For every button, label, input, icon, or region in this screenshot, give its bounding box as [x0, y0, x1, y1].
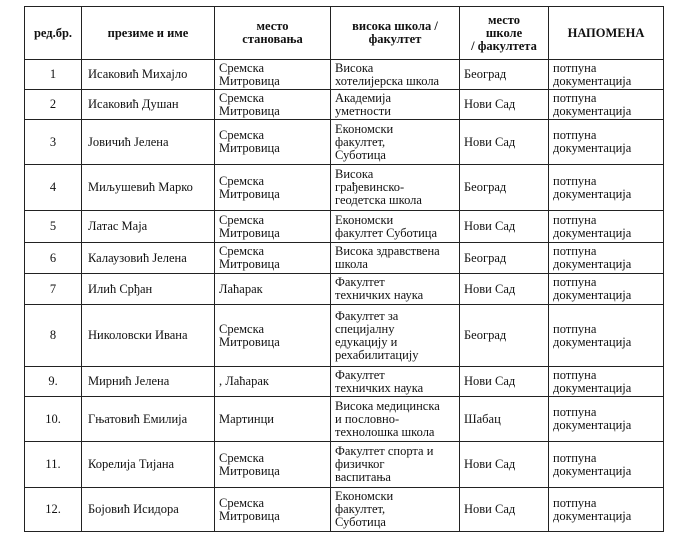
cell-name: Бојовић Исидора: [82, 488, 215, 532]
cell-note: потпуна документација: [549, 397, 664, 442]
table-row: [25, 243, 664, 274]
cell-school: Факултет техничких наука: [331, 367, 460, 397]
cell-name: Мирнић Јелена: [82, 367, 215, 397]
table-row: [25, 397, 664, 442]
cell-residence: Сремска Митровица: [215, 488, 331, 532]
cell-residence: , Лаћарак: [215, 367, 331, 397]
table-row: [25, 120, 664, 165]
cell-residence: Мартинци: [215, 397, 331, 442]
cell-residence: Сремска Митровица: [215, 90, 331, 120]
cell-name: Исаковић Михајло: [82, 60, 215, 90]
cell-school-place: Београд: [460, 60, 549, 90]
cell-name: Калаузовић Јелена: [82, 243, 215, 274]
header-school: висока школа / факултет: [331, 7, 460, 60]
cell-school-place: Нови Сад: [460, 90, 549, 120]
header-note: НАПОМЕНА: [549, 7, 664, 60]
cell-num: 6: [25, 243, 82, 274]
cell-note: потпуна документација: [549, 305, 664, 367]
header-name: презиме и име: [82, 7, 215, 60]
cell-note: потпуна документација: [549, 442, 664, 488]
cell-note: потпуна документација: [549, 120, 664, 165]
cell-note: потпуна документација: [549, 243, 664, 274]
cell-note: потпуна документација: [549, 367, 664, 397]
cell-num: 5: [25, 211, 82, 243]
cell-note: потпуна документација: [549, 90, 664, 120]
cell-note: потпуна документација: [549, 60, 664, 90]
cell-school: Факултет техничких наука: [331, 274, 460, 305]
cell-note: потпуна документација: [549, 488, 664, 532]
cell-residence: Сремска Митровица: [215, 305, 331, 367]
cell-num: 3: [25, 120, 82, 165]
student-table: [24, 6, 664, 532]
table-row: [25, 367, 664, 397]
cell-residence: Сремска Митровица: [215, 120, 331, 165]
cell-school-place: Нови Сад: [460, 120, 549, 165]
cell-school-place: Нови Сад: [460, 211, 549, 243]
table-row: [25, 274, 664, 305]
cell-note: потпуна документација: [549, 165, 664, 211]
cell-school-place: Београд: [460, 305, 549, 367]
cell-school: Економски факултет, Суботица: [331, 488, 460, 532]
header-residence: место становања: [215, 7, 331, 60]
cell-school-place: Нови Сад: [460, 274, 549, 305]
cell-residence: Сремска Митровица: [215, 165, 331, 211]
cell-name: Илић Срђан: [82, 274, 215, 305]
cell-name: Миљушевић Марко: [82, 165, 215, 211]
cell-name: Николовски Ивана: [82, 305, 215, 367]
cell-residence: Лаћарак: [215, 274, 331, 305]
cell-residence: Сремска Митровица: [215, 442, 331, 488]
cell-school: Економски факултет, Суботица: [331, 120, 460, 165]
table-row: [25, 90, 664, 120]
cell-num: 9.: [25, 367, 82, 397]
cell-school-place: Нови Сад: [460, 488, 549, 532]
cell-residence: Сремска Митровица: [215, 243, 331, 274]
cell-num: 12.: [25, 488, 82, 532]
cell-num: 11.: [25, 442, 82, 488]
cell-name: Гњатовић Емилија: [82, 397, 215, 442]
cell-school: Висока хотелијерска школа: [331, 60, 460, 90]
cell-school: Висока грађевинско- геодетска школа: [331, 165, 460, 211]
cell-name: Латас Маја: [82, 211, 215, 243]
cell-school: Економски факултет Суботица: [331, 211, 460, 243]
cell-school: Факултет за специјалну едукацију и рехабилитацију: [331, 305, 460, 367]
cell-num: 4: [25, 165, 82, 211]
cell-num: 10.: [25, 397, 82, 442]
cell-name: Исаковић Душан: [82, 90, 215, 120]
cell-residence: Сремска Митровица: [215, 211, 331, 243]
cell-num: 2: [25, 90, 82, 120]
header-num: ред.бр.: [25, 7, 82, 60]
cell-school: Висока здравствена школа: [331, 243, 460, 274]
cell-school: Факултет спорта и физичког васпитања: [331, 442, 460, 488]
table-row: [25, 305, 664, 367]
table-row: [25, 442, 664, 488]
header-row: [25, 7, 664, 60]
cell-num: 1: [25, 60, 82, 90]
cell-school-place: Шабац: [460, 397, 549, 442]
cell-school: Висока медицинска и пословно- технолошка школа: [331, 397, 460, 442]
cell-name: Јовичић Јелена: [82, 120, 215, 165]
cell-school-place: Нови Сад: [460, 442, 549, 488]
cell-note: потпуна документација: [549, 274, 664, 305]
cell-school-place: Београд: [460, 165, 549, 211]
table-row: [25, 211, 664, 243]
cell-school: Академија уметности: [331, 90, 460, 120]
cell-school-place: Нови Сад: [460, 367, 549, 397]
cell-num: 7: [25, 274, 82, 305]
table-row: [25, 60, 664, 90]
cell-residence: Сремска Митровица: [215, 60, 331, 90]
cell-school-place: Београд: [460, 243, 549, 274]
cell-name: Корелија Тијана: [82, 442, 215, 488]
table-row: [25, 488, 664, 532]
cell-num: 8: [25, 305, 82, 367]
cell-note: потпуна документација: [549, 211, 664, 243]
table-row: [25, 165, 664, 211]
header-school-place: место школе / факултета: [460, 7, 549, 60]
